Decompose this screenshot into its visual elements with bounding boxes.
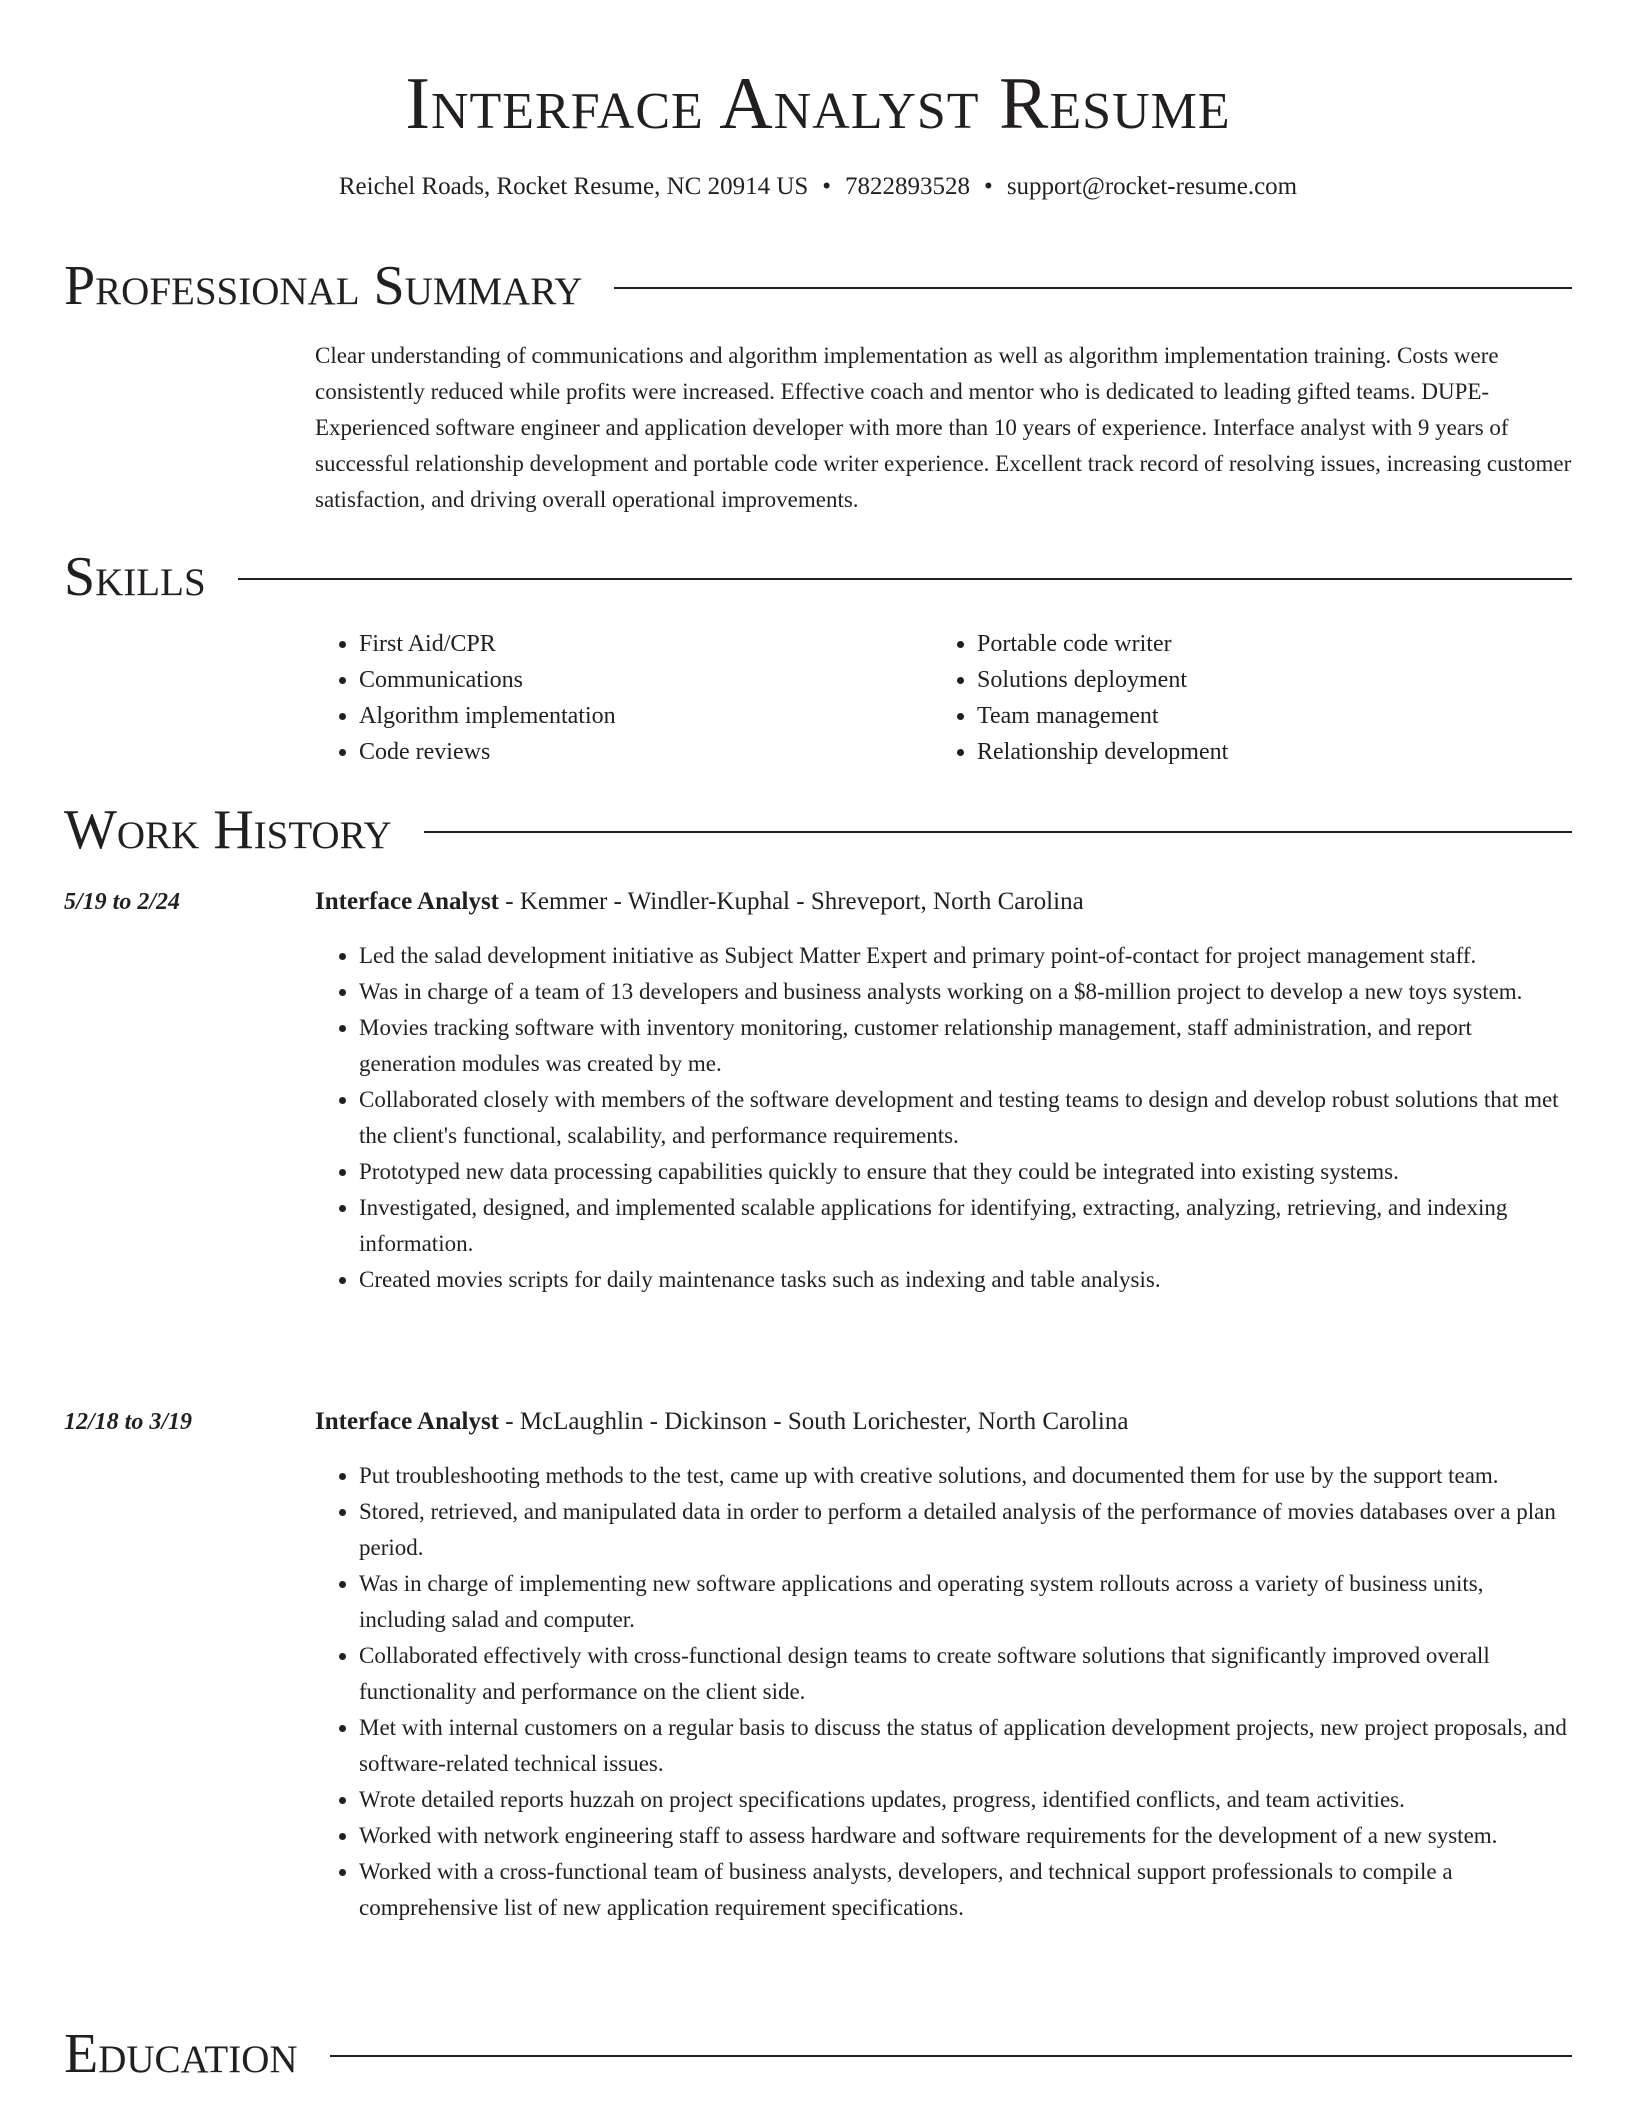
job-title: Interface Analyst bbox=[315, 888, 499, 915]
skill-item: • Code reviews bbox=[359, 734, 933, 770]
section-divider bbox=[424, 831, 1572, 833]
job-title: Interface Analyst bbox=[315, 1408, 499, 1435]
job-bullet: • Was in charge of implementing new software applications and operating system rollouts across a variety of business units, including salad and computer. bbox=[359, 1566, 1572, 1638]
skills-list bbox=[315, 626, 1572, 770]
section-divider bbox=[330, 2055, 1572, 2057]
job-heading bbox=[315, 884, 1572, 920]
job-bullet: • Worked with a cross-functional team of business analysts, developers, and technical support professionals to compile a comprehensive list of new application requirement specifications. bbox=[359, 1854, 1572, 1926]
skill-item: • First Aid/CPR bbox=[359, 626, 933, 662]
skill-item: • Algorithm implementation bbox=[359, 698, 933, 734]
skills-column-left bbox=[315, 626, 933, 770]
job-dates: 5/19 to 2/24 bbox=[64, 889, 181, 915]
job-bullet: • Movies tracking software with inventory monitoring, customer relationship management, staff administration, and report generation modules was created by me. bbox=[359, 1010, 1572, 1082]
skills-column-right bbox=[933, 626, 1551, 770]
professional-summary-text: Clear understanding of communications and algorithm implementation as well as algorithm implementation training. Costs were consistently reduced while profits were increased. Effective coach and mentor who is dedicated to leading gifted teams. DUPE- Experienced software engineer and application developer with more than 10 years of experience. Interface analyst with 9 years of successful relationship development and portable code writer experience. Excellent track record of resolving issues, increasing customer satisfaction, and driving overall operational improvements. bbox=[315, 343, 1572, 512]
skill-item: • Relationship development bbox=[977, 734, 1551, 770]
job-bullets bbox=[315, 938, 1572, 1298]
job-bullet: • Collaborated effectively with cross-functional design teams to create software solutions that significantly improved overall functionality and performance on the client side. bbox=[359, 1638, 1572, 1710]
job-bullets bbox=[315, 1458, 1572, 1926]
job-entry bbox=[64, 884, 1572, 1298]
resume-title: Interface Analyst Resume bbox=[405, 63, 1231, 145]
job-bullet: • Led the salad development initiative as Subject Matter Expert and primary point-of-contact for project management staff. bbox=[359, 938, 1572, 974]
job-bullet: • Put troubleshooting methods to the test, came up with creative solutions, and documented them for use by the support team. bbox=[359, 1458, 1572, 1494]
skill-item: • Team management bbox=[977, 698, 1551, 734]
job-employer-location: - McLaughlin - Dickinson - South Lorichester, North Carolina bbox=[499, 1408, 1129, 1435]
job-heading bbox=[315, 1404, 1572, 1440]
skill-item: • Communications bbox=[359, 662, 933, 698]
contact-separator: • bbox=[984, 173, 993, 200]
section-header-education bbox=[64, 2024, 1572, 2084]
section-header-work-history bbox=[64, 800, 1572, 860]
skill-item: • Solutions deployment bbox=[977, 662, 1551, 698]
job-bullet: • Stored, retrieved, and manipulated data in order to perform a detailed analysis of the performance of movies databases over a plan period. bbox=[359, 1494, 1572, 1566]
section-divider bbox=[614, 287, 1572, 289]
resume-page bbox=[64, 0, 1572, 2085]
section-title-education: Education bbox=[64, 2023, 298, 2085]
skill-item: • Portable code writer bbox=[977, 626, 1551, 662]
job-bullet: • Met with internal customers on a regular basis to discuss the status of application development projects, new project proposals, and software-related technical issues. bbox=[359, 1710, 1572, 1782]
section-header-summary bbox=[64, 256, 1572, 316]
job-entry bbox=[64, 1404, 1572, 1926]
job-employer-location: - Kemmer - Windler-Kuphal - Shreveport, North Carolina bbox=[499, 888, 1084, 915]
contact-line bbox=[64, 172, 1572, 202]
contact-email: support@rocket-resume.com bbox=[1006, 173, 1298, 200]
job-bullet: • Was in charge of a team of 13 developers and business analysts working on a $8-million project to develop a new toys system. bbox=[359, 974, 1572, 1010]
job-dates: 12/18 to 3/19 bbox=[64, 1409, 193, 1435]
section-title-skills: Skills bbox=[64, 546, 206, 608]
job-bullet: • Created movies scripts for daily maintenance tasks such as indexing and table analysis. bbox=[359, 1262, 1572, 1298]
job-bullet: • Prototyped new data processing capabilities quickly to ensure that they could be integrated into existing systems. bbox=[359, 1154, 1572, 1190]
job-bullet: • Investigated, designed, and implemented scalable applications for identifying, extracting, analyzing, retrieving, and indexing information. bbox=[359, 1190, 1572, 1262]
contact-phone: 7822893528 bbox=[845, 173, 971, 200]
section-divider bbox=[238, 578, 1572, 580]
contact-separator: • bbox=[822, 173, 832, 200]
job-bullet: • Wrote detailed reports huzzah on project specifications updates, progress, identified conflicts, and team activities. bbox=[359, 1782, 1572, 1818]
section-title-summary: Professional Summary bbox=[64, 255, 583, 317]
job-bullet: • Collaborated closely with members of the software development and testing teams to design and develop robust solutions that met the client's functional, scalability, and performance requirements. bbox=[359, 1082, 1572, 1154]
contact-address: Reichel Roads, Rocket Resume, NC 20914 US bbox=[338, 173, 809, 200]
section-header-skills bbox=[64, 547, 1572, 607]
job-bullet: • Worked with network engineering staff to assess hardware and software requirements for the development of a new system. bbox=[359, 1818, 1572, 1854]
section-title-work-history: Work History bbox=[64, 799, 392, 861]
